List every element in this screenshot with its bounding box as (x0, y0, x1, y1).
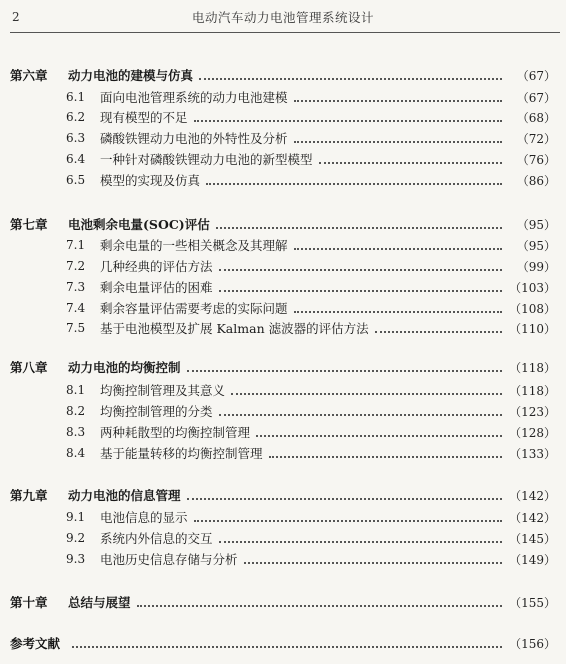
page-ref: （103） (509, 280, 556, 295)
section-title: 一种针对磷酸铁锂动力电池的新型模型 (100, 152, 313, 167)
page-ref: （118） (509, 383, 556, 398)
dot-leader (187, 360, 502, 372)
dot-leader (375, 321, 502, 333)
dot-leader (206, 173, 502, 185)
dot-leader (219, 404, 502, 416)
section-number: 6.2 (66, 110, 86, 124)
section-number: 7.3 (66, 280, 86, 294)
dot-leader (219, 259, 502, 271)
toc-chapter-row (0, 214, 566, 234)
dot-leader (194, 110, 502, 122)
header-rule (10, 32, 560, 33)
page-number: 2 (12, 10, 20, 24)
section-number: 6.4 (66, 152, 86, 166)
toc-section-row (0, 87, 566, 107)
section-number: 8.4 (66, 446, 86, 460)
section-title: 均衡控制管理的分类 (100, 404, 213, 419)
page-ref: （95） (516, 217, 556, 232)
dot-leader (199, 68, 502, 80)
toc-section-row (0, 277, 566, 297)
toc-section-row (0, 318, 566, 338)
dot-leader (294, 238, 502, 250)
section-number: 9.1 (66, 510, 86, 524)
section-number: 6.3 (66, 131, 86, 145)
section-title: 电池信息的显示 (100, 510, 188, 525)
toc-chapter-row (0, 357, 566, 377)
chapter-label: 第八章 (10, 360, 48, 375)
dot-leader (194, 510, 502, 522)
page-ref: （123） (509, 404, 556, 419)
page-ref: （86） (516, 173, 556, 188)
toc-section-row (0, 401, 566, 421)
page-ref: （67） (516, 90, 556, 105)
section-number: 9.2 (66, 531, 86, 545)
page-ref: （72） (516, 131, 556, 146)
page-ref: （99） (516, 259, 556, 274)
page-ref: （118） (509, 360, 556, 375)
dot-leader (294, 301, 502, 313)
chapter-title: 动力电池的建模与仿真 (68, 68, 194, 83)
section-title: 两种耗散型的均衡控制管理 (100, 425, 251, 440)
section-title: 面向电池管理系统的动力电池建模 (100, 90, 288, 105)
page-ref: （149） (509, 552, 556, 567)
toc-section-row (0, 256, 566, 276)
section-number: 8.1 (66, 383, 86, 397)
section-title: 基于电池模型及扩展 Kalman 滤波器的评估方法 (100, 321, 369, 336)
chapter-label: 第六章 (10, 68, 48, 83)
dot-leader (294, 90, 502, 102)
section-title: 几种经典的评估方法 (100, 259, 213, 274)
toc-chapter-row (0, 592, 566, 612)
section-title: 剩余电量的一些相关概念及其理解 (100, 238, 288, 253)
dot-leader (256, 425, 502, 437)
chapter-label: 第九章 (10, 488, 48, 503)
dot-leader (231, 383, 502, 395)
toc-section-row (0, 507, 566, 527)
chapter-label: 第十章 (10, 595, 48, 610)
toc-section-row (0, 443, 566, 463)
page-header (0, 0, 566, 34)
section-number: 7.4 (66, 301, 86, 315)
dot-leader (137, 595, 502, 607)
toc-section-row (0, 107, 566, 127)
section-number: 6.5 (66, 173, 86, 187)
page-ref: （128） (509, 425, 556, 440)
section-title: 系统内外信息的交互 (100, 531, 213, 546)
section-number: 7.2 (66, 259, 86, 273)
page-ref: （142） (509, 488, 556, 503)
page-ref: （67） (516, 68, 556, 83)
page-ref: （133） (509, 446, 556, 461)
section-title: 电池历史信息存储与分析 (100, 552, 238, 567)
page-ref: （145） (509, 531, 556, 546)
toc-section-row (0, 149, 566, 169)
page-ref: （76） (516, 152, 556, 167)
chapter-title: 动力电池的信息管理 (68, 488, 181, 503)
chapter-title: 总结与展望 (68, 595, 131, 610)
dot-leader (216, 217, 502, 229)
chapter-label: 第七章 (10, 217, 48, 232)
section-title: 剩余容量评估需要考虑的实际问题 (100, 301, 288, 316)
section-number: 8.3 (66, 425, 86, 439)
section-title: 基于能量转移的均衡控制管理 (100, 446, 263, 461)
dot-leader (269, 446, 502, 458)
section-number: 7.5 (66, 321, 86, 335)
dot-leader (219, 531, 502, 543)
toc-section-row (0, 380, 566, 400)
page-ref: （110） (509, 321, 556, 336)
section-number: 7.1 (66, 238, 86, 252)
dot-leader (187, 488, 502, 500)
section-number: 9.3 (66, 552, 86, 566)
dot-leader (319, 152, 502, 164)
section-number: 6.1 (66, 90, 86, 104)
toc-section-row (0, 170, 566, 190)
toc-references-row (0, 633, 566, 653)
toc-section-row (0, 549, 566, 569)
section-title: 磷酸铁锂动力电池的外特性及分析 (100, 131, 288, 146)
section-title: 剩余电量评估的困难 (100, 280, 213, 295)
page-ref: （155） (509, 595, 556, 610)
toc-section-row (0, 235, 566, 255)
section-title: 现有模型的不足 (100, 110, 188, 125)
section-title: 模型的实现及仿真 (100, 173, 201, 188)
page-ref: （95） (516, 238, 556, 253)
running-title: 电动汽车动力电池管理系统设计 (191, 10, 374, 25)
dot-leader (244, 552, 502, 564)
toc-section-row (0, 298, 566, 318)
page-ref: （142） (509, 510, 556, 525)
dot-leader (294, 131, 502, 143)
chapter-label: 参考文献 (10, 636, 61, 651)
toc-section-row (0, 422, 566, 442)
chapter-title: 电池剩余电量(SOC)评估 (68, 217, 210, 232)
section-title: 均衡控制管理及其意义 (100, 383, 226, 398)
toc-chapter-row (0, 485, 566, 505)
page-ref: （108） (509, 301, 556, 316)
toc-chapter-row (0, 65, 566, 85)
toc-section-row (0, 528, 566, 548)
section-number: 8.2 (66, 404, 86, 418)
page-ref: （156） (509, 636, 556, 651)
toc-section-row (0, 128, 566, 148)
dot-leader (219, 280, 502, 292)
page-ref: （68） (516, 110, 556, 125)
dot-leader (72, 636, 502, 648)
chapter-title: 动力电池的均衡控制 (68, 360, 181, 375)
